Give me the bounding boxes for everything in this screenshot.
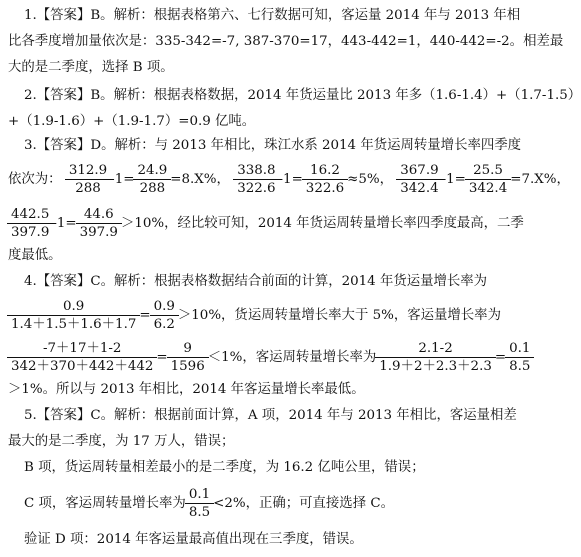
denominator: 342＋370＋442＋442 — [7, 357, 157, 375]
denominator: 1.4＋1.5＋1.6＋1.7 — [7, 315, 140, 333]
item4-text2: ＜1%，客运周转量增长率为 — [207, 350, 377, 365]
operator: = — [494, 350, 507, 365]
operator: = — [156, 350, 168, 365]
item5-line5: 验证 D 项：2014 年客运量最高值出现在三季度，错误。 — [24, 532, 363, 547]
item4-line1: 4.【答案】C。解析：根据表格数据结合前面的计算，2014 年货运量增长率为 — [24, 274, 488, 289]
item1-line1: 1.【答案】B。解析：根据表格第六、七行数据可知，客运量 2014 年与 2013 年相 — [24, 8, 521, 23]
numerator: 44.6 — [83, 207, 114, 222]
item1-line3: 大的是二季度，选择 B 项。 — [8, 60, 174, 75]
item3-formula-row2 — [8, 204, 532, 244]
numerator: 367.9 — [400, 163, 439, 178]
item3-formula-row1 — [8, 160, 570, 200]
denominator: 288 — [133, 179, 171, 197]
denominator: 1.9＋2＋2.3＋2.3 — [375, 357, 496, 375]
fraction — [9, 206, 51, 241]
fraction — [507, 340, 532, 375]
numerator: 0.1 — [509, 341, 531, 356]
denominator: 1596 — [167, 357, 209, 375]
numerator: 2.1-2 — [418, 341, 453, 356]
fraction — [467, 162, 509, 197]
operator: -1= — [441, 172, 466, 187]
fraction — [152, 298, 177, 333]
item4-line4: ＞1%。所以与 2013 年相比，2014 年客运量增长率最低。 — [8, 382, 365, 397]
result: ≈5%， — [347, 172, 393, 187]
item5-line1: 5.【答案】C。解析：根据前面计算，A 项，2014 年与 2013 年相比，客运量相差 — [24, 408, 517, 423]
numerator: 312.9 — [68, 163, 108, 178]
item2-line1: 2.【答案】B。解析：根据表格数据，2014 年货运量比 2013 年多（1.6-1.4）+（1.7-1.5） — [24, 88, 581, 103]
item3-line1: 3.【答案】D。解析：与 2013 年相比，珠江水系 2014 年货运周转量增长率四季度 — [24, 138, 522, 153]
numerator: 24.9 — [137, 163, 168, 178]
fraction — [135, 162, 169, 197]
fraction — [67, 162, 109, 197]
numerator: 338.8 — [237, 163, 276, 178]
result: =7.X%， — [510, 172, 570, 187]
fraction — [304, 162, 346, 197]
operator: -1= — [278, 172, 303, 187]
item5-line3: B 项，货运周转量相差最小的是二季度，为 16.2 亿吨公里，错误； — [24, 460, 425, 475]
denominator: 322.6 — [233, 179, 279, 197]
numerator: 442.5 — [11, 207, 50, 222]
item5-text-b: <2%，正确；可直接选择 C。 — [213, 496, 394, 511]
numerator: 25.5 — [473, 163, 503, 178]
item4-text1: ＞10%，货运周转量增长率大于 5%，客运量增长率为 — [177, 308, 501, 323]
fraction — [78, 206, 120, 241]
item3-prefix: 依次为： — [8, 172, 62, 187]
numerator: 0.1 — [188, 487, 211, 502]
item4-formula-row2 — [8, 338, 532, 378]
result: =8.X%， — [170, 172, 230, 187]
denominator: 8.5 — [185, 503, 214, 521]
fraction — [9, 340, 155, 375]
item4-formula-row1 — [8, 296, 532, 336]
denominator: 342.4 — [465, 179, 511, 197]
item3-line4: 度最低。 — [8, 248, 62, 263]
item1-line2: 比各季度增加量依次是：335-342=-7, 387-370=17，443-442=1，440-442=-2。相差最 — [8, 34, 564, 49]
denominator: 322.6 — [302, 179, 348, 197]
item2-line2: +（1.9-1.6）+（1.9-1.7）=0.9 亿吨。 — [8, 114, 256, 129]
item5-formula-row — [24, 484, 532, 524]
fraction — [235, 162, 277, 197]
operator: -1= — [110, 172, 135, 187]
numerator: 0.9 — [63, 299, 85, 314]
fraction — [9, 298, 138, 333]
denominator: 288 — [65, 179, 111, 197]
operator: = — [139, 308, 151, 323]
fraction — [398, 162, 440, 197]
result: ＞10%，经比较可知，2014 年货运周转量增长率四季度最高，二季 — [120, 216, 524, 231]
denominator: 342.4 — [396, 179, 442, 197]
fraction — [187, 486, 212, 521]
denominator: 397.9 — [7, 223, 53, 241]
denominator: 6.2 — [150, 315, 179, 333]
fraction — [169, 340, 207, 375]
numerator: 16.2 — [310, 163, 340, 178]
numerator: 9 — [183, 341, 192, 356]
fraction — [377, 340, 494, 375]
denominator: 8.5 — [505, 357, 534, 375]
operator: -1= — [52, 216, 77, 231]
item5-text-a: C 项，客运周转量增长率为 — [24, 496, 186, 511]
item5-line2: 最大的是二季度，为 17 万人，错误； — [8, 434, 235, 449]
numerator: -7＋17＋1-2 — [42, 341, 122, 356]
denominator: 397.9 — [76, 223, 122, 241]
numerator: 0.9 — [153, 299, 175, 314]
